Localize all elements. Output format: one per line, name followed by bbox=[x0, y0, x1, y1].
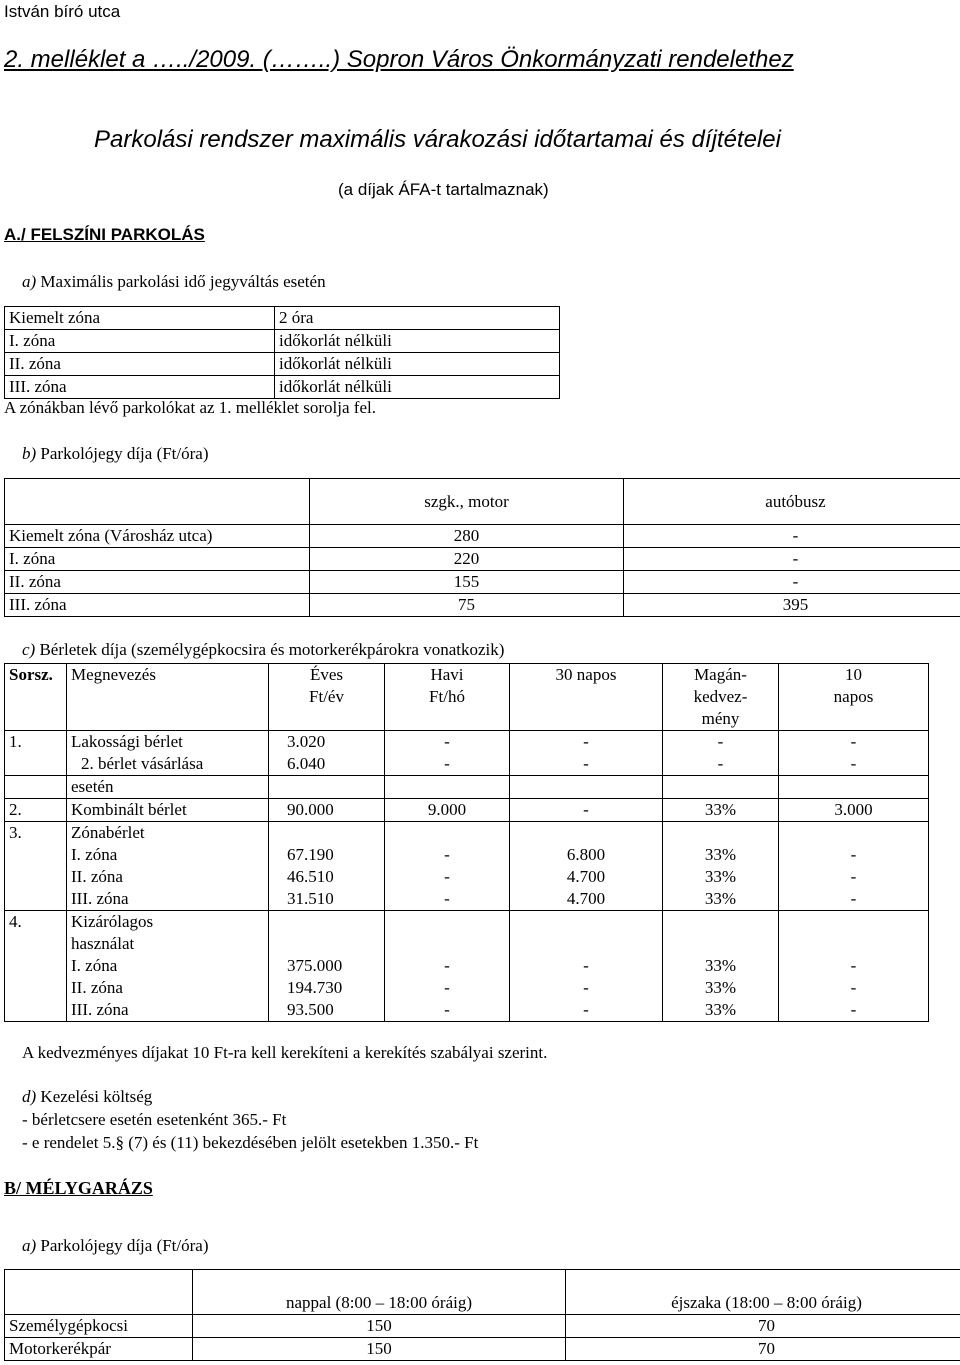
subsection-b-text: Parkolójegy díja (Ft/óra) bbox=[40, 444, 209, 463]
pass-header-discount-1: Magán- bbox=[694, 665, 747, 684]
pass-10days-cell: - bbox=[779, 844, 929, 866]
ticket-car-cell: 220 bbox=[310, 548, 624, 571]
ticket-car-cell: 155 bbox=[310, 571, 624, 594]
ticket-header-empty bbox=[5, 479, 310, 525]
subsection-a-text: Maximális parkolási idő jegyváltás esetén bbox=[40, 272, 326, 291]
page-title: Parkolási rendszer maximális várakozási időtartamai és díjtételei bbox=[94, 126, 781, 153]
vat-note: (a díjak ÁFA-t tartalmaznak) bbox=[338, 180, 549, 199]
ticket-header-car: szgk., motor bbox=[310, 479, 624, 525]
pass-header-yearly bbox=[269, 664, 385, 731]
pass-10days-cell: - bbox=[779, 977, 929, 999]
pass-header-yearly-1: Éves bbox=[309, 665, 344, 684]
pass-no-cell bbox=[5, 776, 67, 799]
pass-discount-cell: 33% bbox=[663, 866, 779, 888]
subsection-b-prefix: b) bbox=[22, 444, 37, 463]
section-b-sub-text: Parkolójegy díja (Ft/óra) bbox=[40, 1236, 209, 1255]
ticket-zone-cell: I. zóna bbox=[5, 548, 310, 571]
vehicle-cell: Motorkerékpár bbox=[5, 1338, 193, 1361]
ticket-bus-cell: 395 bbox=[624, 594, 960, 617]
pass-monthly-cell: - bbox=[385, 731, 510, 754]
ticket-bus-cell: - bbox=[624, 571, 960, 594]
pass-yearly-cell bbox=[269, 911, 385, 934]
pass-fee-table bbox=[4, 663, 929, 1022]
pass-header-10days-2: napos bbox=[833, 687, 874, 706]
ticket-bus-cell: - bbox=[624, 548, 960, 571]
pass-30days-cell: - bbox=[510, 753, 663, 776]
pass-discount-cell: 33% bbox=[663, 844, 779, 866]
pass-10days-cell bbox=[779, 933, 929, 955]
max-time-row bbox=[5, 330, 560, 353]
pass-10days-cell: - bbox=[779, 753, 929, 776]
pass-discount-cell: 33% bbox=[663, 799, 779, 822]
pass-header-monthly bbox=[385, 664, 510, 731]
ticket-zone-cell: II. zóna bbox=[5, 571, 310, 594]
garage-header-empty bbox=[5, 1270, 193, 1315]
table-row bbox=[5, 977, 929, 999]
zone-note: A zónákban lévő parkolókat az 1. melléklet sorolja fel. bbox=[4, 398, 376, 417]
zone-cell: II. zóna bbox=[5, 353, 275, 376]
pass-name-cell: Kizárólagos bbox=[67, 911, 269, 934]
pass-30days-cell bbox=[510, 776, 663, 799]
pass-yearly-cell: 6.040 bbox=[269, 753, 385, 776]
garage-row bbox=[5, 1338, 960, 1361]
pass-no-cell: 4. bbox=[5, 911, 67, 934]
pass-monthly-cell bbox=[385, 933, 510, 955]
pass-header-monthly-1: Havi bbox=[430, 665, 464, 684]
pass-discount-cell bbox=[663, 776, 779, 799]
pass-discount-cell: 33% bbox=[663, 977, 779, 999]
pass-30days-cell: - bbox=[510, 999, 663, 1022]
subsection-a-title bbox=[22, 272, 326, 292]
pass-yearly-cell: 194.730 bbox=[269, 977, 385, 999]
max-time-row bbox=[5, 353, 560, 376]
pass-30days-cell bbox=[510, 911, 663, 934]
table-row bbox=[5, 844, 929, 866]
pass-no-cell bbox=[5, 933, 67, 955]
pass-10days-cell bbox=[779, 822, 929, 845]
pass-no-cell: 3. bbox=[5, 822, 67, 845]
ticket-row bbox=[5, 525, 960, 548]
zone-cell: Kiemelt zóna bbox=[5, 307, 275, 330]
section-a-heading: A./ FELSZÍNI PARKOLÁS bbox=[4, 225, 205, 244]
subsection-d-text: Kezelési költség bbox=[40, 1087, 153, 1106]
pass-yearly-cell: 90.000 bbox=[269, 799, 385, 822]
pass-header-discount-3: mény bbox=[701, 709, 740, 728]
pass-no-cell bbox=[5, 977, 67, 999]
pass-discount-cell: 33% bbox=[663, 955, 779, 977]
subsection-c-text: Bérletek díja (személygépkocsira és motorkerékpárokra vonatkozik) bbox=[39, 640, 505, 659]
pass-yearly-cell: 46.510 bbox=[269, 866, 385, 888]
ticket-row bbox=[5, 571, 960, 594]
pass-30days-cell: - bbox=[510, 977, 663, 999]
pass-yearly-cell: 3.020 bbox=[269, 731, 385, 754]
ticket-zone-cell: III. zóna bbox=[5, 594, 310, 617]
annex-title: 2. melléklet a …../2009. (……..) Sopron Város Önkormányzati rendelethez bbox=[4, 46, 794, 73]
table-row bbox=[5, 955, 929, 977]
subsection-b-title bbox=[22, 444, 209, 464]
pass-10days-cell bbox=[779, 911, 929, 934]
garage-fee-table bbox=[4, 1269, 960, 1361]
pass-10days-cell: - bbox=[779, 999, 929, 1022]
pass-header-yearly-2: Ft/év bbox=[309, 687, 344, 706]
pass-yearly-cell bbox=[269, 776, 385, 799]
pass-no-cell bbox=[5, 844, 67, 866]
pass-discount-cell: 33% bbox=[663, 999, 779, 1022]
limit-cell: időkorlát nélküli bbox=[275, 330, 560, 353]
pass-name-cell: III. zóna bbox=[67, 999, 269, 1022]
pass-10days-cell: - bbox=[779, 866, 929, 888]
table-row bbox=[5, 822, 929, 845]
street-label: István bíró utca bbox=[4, 2, 121, 21]
night-fee-cell: 70 bbox=[566, 1315, 960, 1338]
pass-yearly-cell: 375.000 bbox=[269, 955, 385, 977]
pass-name-cell: 2. bérlet vásárlása bbox=[67, 753, 269, 776]
pass-name-cell: I. zóna bbox=[67, 955, 269, 977]
pass-header-30days: 30 napos bbox=[510, 664, 663, 731]
pass-30days-cell: 4.700 bbox=[510, 888, 663, 911]
table-row bbox=[5, 776, 929, 799]
rounding-note: A kedvezményes díjakat 10 Ft-ra kell kerekíteni a kerekítés szabályai szerint. bbox=[22, 1043, 548, 1062]
limit-cell: időkorlát nélküli bbox=[275, 376, 560, 399]
pass-monthly-cell: - bbox=[385, 866, 510, 888]
ticket-zone-cell: Kiemelt zóna (Városház utca) bbox=[5, 525, 310, 548]
pass-monthly-cell bbox=[385, 911, 510, 934]
ticket-row bbox=[5, 594, 960, 617]
pass-name-cell: Kombinált bérlet bbox=[67, 799, 269, 822]
subsection-c-prefix: c) bbox=[22, 640, 36, 659]
max-time-row bbox=[5, 307, 560, 330]
pass-30days-cell: - bbox=[510, 799, 663, 822]
pass-discount-cell: - bbox=[663, 753, 779, 776]
pass-header-10days-1: 10 bbox=[845, 665, 862, 684]
pass-30days-cell: 4.700 bbox=[510, 866, 663, 888]
section-b-sub-prefix: a) bbox=[22, 1236, 37, 1255]
ticket-row bbox=[5, 548, 960, 571]
pass-name-cell: esetén bbox=[67, 776, 269, 799]
max-time-row bbox=[5, 376, 560, 399]
pass-name-cell: III. zóna bbox=[67, 888, 269, 911]
handling-item: - e rendelet 5.§ (7) és (11) bekezdésében jelölt esetekben 1.350.- Ft bbox=[22, 1133, 479, 1152]
pass-discount-cell: - bbox=[663, 731, 779, 754]
pass-discount-cell bbox=[663, 822, 779, 845]
pass-no-cell bbox=[5, 866, 67, 888]
subsection-d-title bbox=[22, 1087, 152, 1107]
pass-no-cell bbox=[5, 999, 67, 1022]
ticket-car-cell: 75 bbox=[310, 594, 624, 617]
pass-30days-cell bbox=[510, 933, 663, 955]
pass-yearly-cell: 67.190 bbox=[269, 844, 385, 866]
pass-10days-cell: - bbox=[779, 955, 929, 977]
pass-no-cell: 1. bbox=[5, 731, 67, 754]
day-fee-cell: 150 bbox=[193, 1338, 566, 1361]
pass-10days-cell bbox=[779, 776, 929, 799]
pass-monthly-cell bbox=[385, 822, 510, 845]
pass-header-monthly-2: Ft/hó bbox=[429, 687, 465, 706]
pass-monthly-cell: - bbox=[385, 888, 510, 911]
pass-yearly-cell bbox=[269, 822, 385, 845]
pass-discount-cell bbox=[663, 911, 779, 934]
pass-yearly-cell bbox=[269, 933, 385, 955]
subsection-d-prefix: d) bbox=[22, 1087, 37, 1106]
pass-monthly-cell: - bbox=[385, 955, 510, 977]
pass-10days-cell: - bbox=[779, 731, 929, 754]
ticket-fee-table bbox=[4, 478, 960, 617]
pass-no-cell bbox=[5, 955, 67, 977]
pass-header-discount-2: kedvez- bbox=[693, 687, 748, 706]
ticket-car-cell: 280 bbox=[310, 525, 624, 548]
night-fee-cell: 70 bbox=[566, 1338, 960, 1361]
pass-no-cell bbox=[5, 888, 67, 911]
pass-header-name: Megnevezés bbox=[67, 664, 269, 731]
pass-header-10days bbox=[779, 664, 929, 731]
pass-no-cell bbox=[5, 753, 67, 776]
pass-discount-cell: 33% bbox=[663, 888, 779, 911]
pass-yearly-cell: 31.510 bbox=[269, 888, 385, 911]
pass-monthly-cell: 9.000 bbox=[385, 799, 510, 822]
table-row bbox=[5, 999, 929, 1022]
ticket-bus-cell: - bbox=[624, 525, 960, 548]
pass-30days-cell: - bbox=[510, 731, 663, 754]
pass-name-cell: II. zóna bbox=[67, 866, 269, 888]
pass-monthly-cell: - bbox=[385, 977, 510, 999]
handling-item: - bérletcsere esetén esetenként 365.- Ft bbox=[22, 1110, 287, 1129]
max-time-table bbox=[4, 306, 560, 399]
pass-30days-cell bbox=[510, 822, 663, 845]
vehicle-cell: Személygépkocsi bbox=[5, 1315, 193, 1338]
pass-name-cell: II. zóna bbox=[67, 977, 269, 999]
pass-30days-cell: 6.800 bbox=[510, 844, 663, 866]
pass-name-cell: I. zóna bbox=[67, 844, 269, 866]
garage-row bbox=[5, 1315, 960, 1338]
table-row bbox=[5, 731, 929, 754]
section-b-heading: B/ MÉLYGARÁZS bbox=[4, 1178, 153, 1198]
pass-monthly-cell bbox=[385, 776, 510, 799]
subsection-a-prefix: a) bbox=[22, 272, 37, 291]
zone-cell: I. zóna bbox=[5, 330, 275, 353]
table-row bbox=[5, 866, 929, 888]
table-row bbox=[5, 888, 929, 911]
limit-cell: 2 óra bbox=[275, 307, 560, 330]
pass-name-cell: Lakossági bérlet bbox=[67, 731, 269, 754]
zone-cell: III. zóna bbox=[5, 376, 275, 399]
section-b-subsection-title bbox=[22, 1236, 209, 1256]
pass-no-cell: 2. bbox=[5, 799, 67, 822]
subsection-c-title bbox=[22, 640, 504, 660]
garage-header-day: nappal (8:00 – 18:00 óráig) bbox=[193, 1270, 566, 1315]
pass-10days-cell: 3.000 bbox=[779, 799, 929, 822]
pass-yearly-cell: 93.500 bbox=[269, 999, 385, 1022]
table-row bbox=[5, 911, 929, 934]
pass-header-no: Sorsz. bbox=[5, 664, 67, 731]
limit-cell: időkorlát nélküli bbox=[275, 353, 560, 376]
pass-name-cell: Zónabérlet bbox=[67, 822, 269, 845]
day-fee-cell: 150 bbox=[193, 1315, 566, 1338]
pass-header-discount bbox=[663, 664, 779, 731]
table-row bbox=[5, 933, 929, 955]
table-row bbox=[5, 753, 929, 776]
garage-header-night: éjszaka (18:00 – 8:00 óráig) bbox=[566, 1270, 960, 1315]
table-row bbox=[5, 799, 929, 822]
pass-monthly-cell: - bbox=[385, 844, 510, 866]
pass-discount-cell bbox=[663, 933, 779, 955]
pass-10days-cell: - bbox=[779, 888, 929, 911]
pass-monthly-cell: - bbox=[385, 753, 510, 776]
pass-name-cell: használat bbox=[67, 933, 269, 955]
pass-monthly-cell: - bbox=[385, 999, 510, 1022]
pass-30days-cell: - bbox=[510, 955, 663, 977]
ticket-header-bus: autóbusz bbox=[624, 479, 960, 525]
